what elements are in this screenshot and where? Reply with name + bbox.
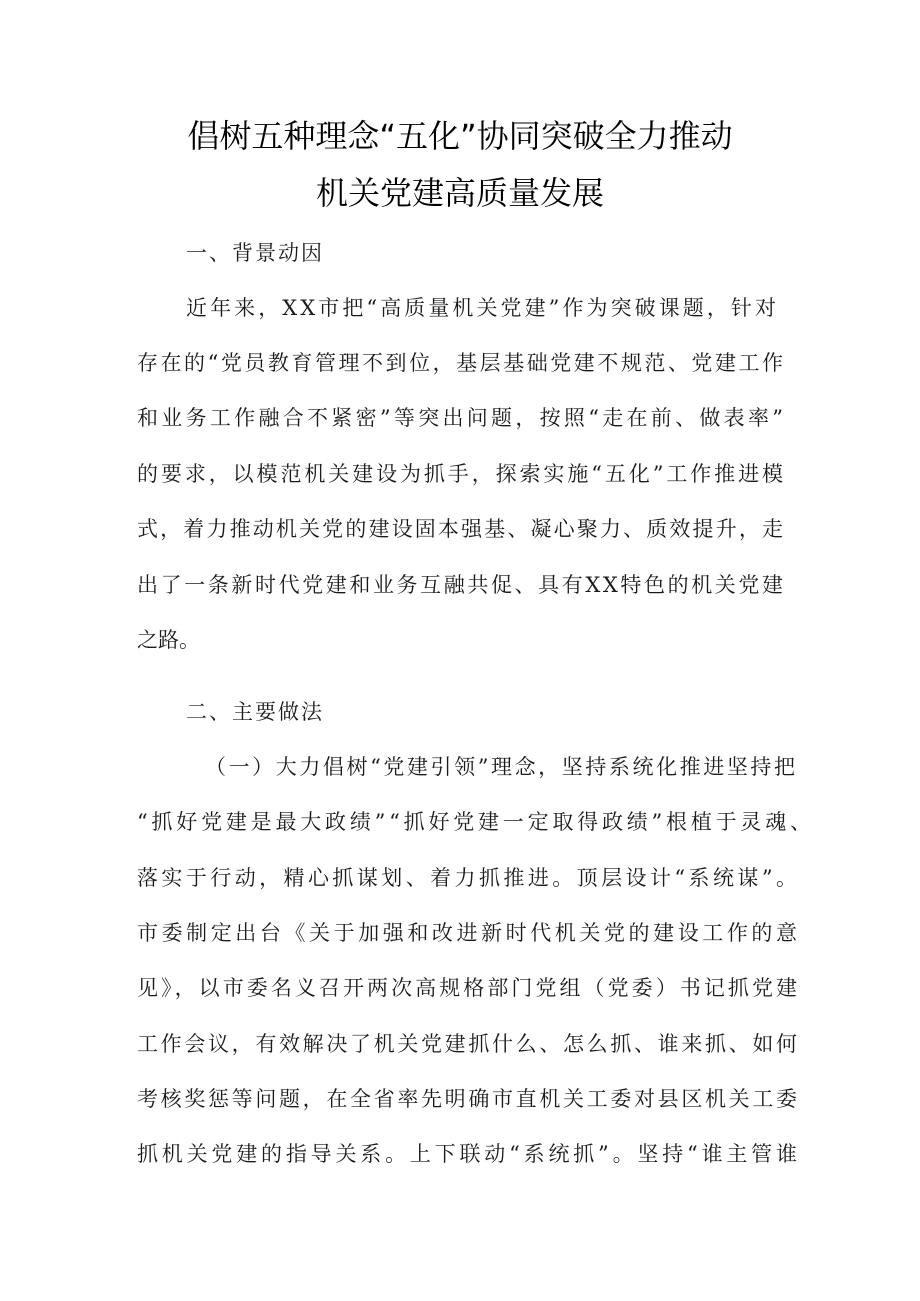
paragraph-line: 工作会议，有效解决了机关党建抓什么、怎么抓、谁来抓、如何 [137, 1032, 800, 1056]
section-heading-methods: 二、主要做法 [186, 700, 324, 724]
paragraph-line: 抓机关党建的指导关系。上下联动“系统抓”。坚持“谁主管谁 [137, 1142, 801, 1166]
paragraph-line: 的要求，以模范机关建设为抓手，探索实施“五化”工作推进模 [137, 462, 786, 486]
paragraph-line: 之路。 [137, 628, 200, 652]
paragraph-line: “抓好党建是最大政绩”“抓好党建一定取得政绩”根植于灵魂、 [137, 810, 815, 834]
paragraph-line: 近年来，XX市把“高质量机关党建”作为突破课题，针对 [186, 296, 780, 320]
paragraph-line: 见》，以市委名义召开两次高规格部门党组（党委）书记抓党建 [137, 976, 801, 1000]
paragraph-line: 落实于行动，精心抓谋划、着力抓推进。顶层设计“系统谋”。 [137, 866, 801, 890]
paragraph-line: 市委制定出台《关于加强和改进新时代机关党的建设工作的意 [137, 921, 801, 945]
paragraph-line: 考核奖惩等问题，在全省率先明确市直机关工委对县区机关工委 [137, 1087, 800, 1111]
paragraph-line: 出了一条新时代党建和业务互融共促、具有XX特色的机关党建 [137, 573, 786, 597]
paragraph-line: 存在的“党员教育管理不到位，基层基础党建不规范、党建工作 [137, 351, 786, 375]
document-title-line-1: 倡树五种理念“五化”协同突破全力推动 [187, 117, 733, 155]
document-title-line-2: 机关党建高质量发展 [315, 174, 604, 212]
paragraph-line: （一）大力倡树“党建引领”理念，坚持系统化推进坚持把 [205, 755, 798, 779]
paragraph-line: 和业务工作融合不紧密”等突出问题，按照“走在前、做表率” [137, 406, 787, 430]
section-heading-background: 一、背景动因 [186, 241, 324, 265]
paragraph-line: 式，着力推动机关党的建设固本强基、凝心聚力、质效提升，走 [137, 517, 786, 541]
